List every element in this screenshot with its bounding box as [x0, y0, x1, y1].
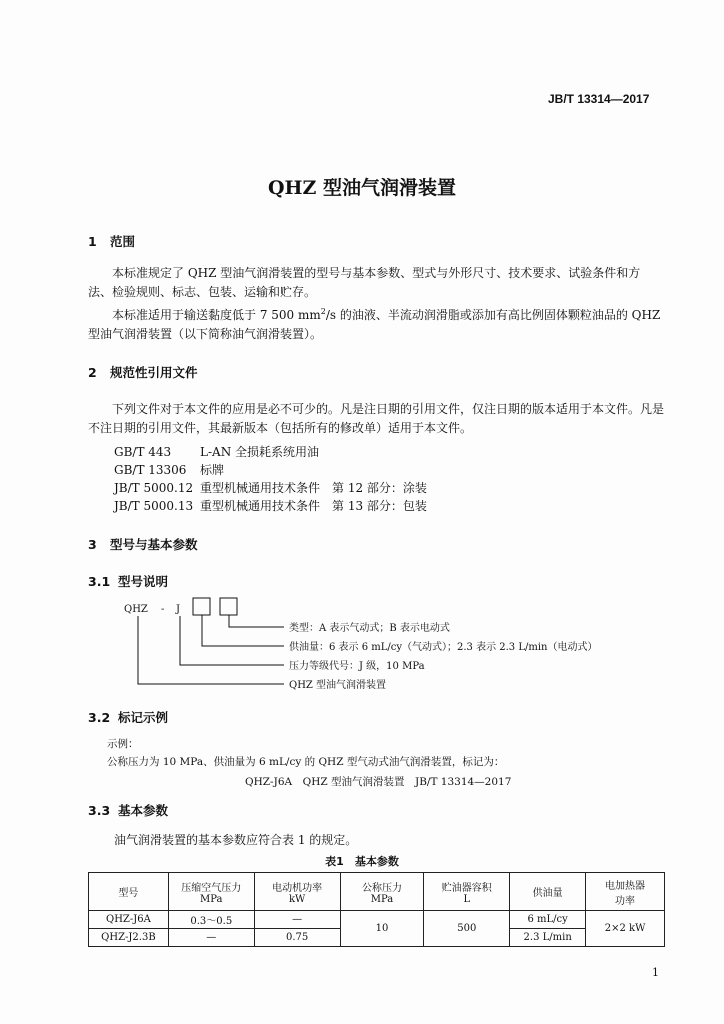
section-2-heading — [88, 363, 198, 381]
section-number: 3.2 — [88, 710, 111, 725]
section-title: 范围 — [110, 234, 136, 249]
label-model: QHZ 型油气润滑装置 — [289, 680, 387, 691]
reference-item — [114, 461, 224, 478]
header-cell — [424, 873, 510, 911]
reference-item — [114, 479, 427, 496]
reference-item — [114, 443, 319, 460]
placeholder-box-type — [220, 598, 237, 615]
p2-superscript: 2 — [320, 307, 326, 316]
section-number: 3.1 — [88, 574, 111, 589]
cell-model: QHZ-J2.3B — [89, 929, 169, 947]
p2-part-b: /s 的油液、半流动润滑脂或添加有高比例固体颗粒油品的 QHZ 型油气润滑装置（以下简称油气润滑装置）。 — [88, 308, 661, 341]
cell-motor-power: 0.75 — [254, 929, 340, 947]
table-caption: 表1 基本参数 — [325, 855, 399, 868]
reference-name: L-AN 全损耗系统用油 — [200, 445, 320, 459]
cell-air-pressure: — — [168, 929, 254, 947]
header-line-2: 功率 — [615, 895, 636, 907]
document-title: QHZ 型油气润滑装置 — [268, 177, 456, 199]
header-cell — [586, 873, 665, 911]
leader-line-type — [229, 615, 284, 627]
section-1-paragraph-2 — [88, 302, 664, 344]
cell-model: QHZ-J6A — [89, 911, 169, 929]
header-cell — [510, 873, 586, 911]
label-supply: 供油量：6 表示 6 mL/cy（气动式）；2.3 表示 2.3 L/min（电动式） — [289, 642, 598, 653]
diagram-prefix: QHZ — [124, 604, 148, 615]
standard-code: JB/T 13314—2017 — [548, 92, 650, 106]
example-text: 公称压力为 10 MPa、供油量为 6 mL/cy 的 QHZ 型气动式油气润滑装置，标记为： — [107, 756, 505, 768]
example-label: 示例： — [107, 738, 139, 750]
section-1-heading — [88, 232, 135, 250]
header-cell — [340, 873, 424, 911]
cell-oil-supply: 6 mL/cy — [510, 911, 586, 929]
reference-name: 标牌 — [200, 463, 225, 477]
section-title: 基本参数 — [118, 803, 169, 818]
header-line-1: 电加热器 — [605, 880, 646, 892]
basic-parameters-table — [88, 872, 665, 947]
section-title: 型号说明 — [118, 574, 169, 589]
section-title: 标记示例 — [118, 710, 169, 725]
reference-name: 重型机械通用技术条件 第 13 部分：包装 — [200, 499, 427, 513]
cell-reservoir-volume: 500 — [424, 911, 510, 947]
header-unit: MPa — [200, 893, 223, 905]
header-cell — [168, 873, 254, 911]
section-3-3-heading — [88, 801, 168, 819]
header-line-1: 电动机功率 — [272, 882, 323, 894]
reference-code: JB/T 5000.13 — [114, 499, 194, 513]
header-line-1: 贮油器容积 — [441, 882, 492, 894]
section-number: 3 — [88, 537, 97, 552]
leader-line-pressure — [180, 616, 284, 665]
table-header-row — [89, 873, 665, 911]
section-3-3-paragraph: 油气润滑装置的基本参数应符合表 1 的规定。 — [114, 833, 358, 847]
page-number: 1 — [652, 966, 659, 979]
cell-nominal-pressure: 10 — [340, 911, 424, 947]
section-1-paragraph-1: 本标准规定了 QHZ 型油气润滑装置的型号与基本参数、型式与外形尺寸、技术要求、试验条件和方法、检验规则、标志、包装、运输和贮存。 — [88, 266, 641, 299]
header-unit: kW — [288, 893, 306, 905]
section-3-1-heading — [88, 572, 168, 590]
diagram-j: J — [176, 604, 181, 615]
header-line-1: 压缩空气压力 — [181, 882, 242, 894]
diagram-dash: - — [161, 604, 165, 615]
reference-code: GB/T 13306 — [114, 463, 187, 477]
section-title: 型号与基本参数 — [110, 537, 198, 552]
reference-code: GB/T 443 — [114, 445, 172, 459]
cell-heater-power: 2×2 kW — [586, 911, 665, 947]
cell-oil-supply: 2.3 L/min — [510, 929, 586, 947]
table-row — [89, 911, 665, 929]
cell-motor-power: — — [254, 911, 340, 929]
header-line-1: 型号 — [118, 888, 139, 899]
label-type: 类型：A 表示气动式；B 表示电动式 — [289, 623, 450, 634]
header-cell — [89, 873, 169, 911]
header-cell — [254, 873, 340, 911]
reference-code: JB/T 5000.12 — [114, 481, 194, 495]
placeholder-box-supply — [193, 598, 210, 615]
section-2-paragraph-1: 下列文件对于本文件的应用是必不可少的。凡是注日期的引用文件，仅注日期的版本适用于本文件。凡是不注日期的引用文件，其最新版本（包括所有的修改单）适用于本文件。 — [88, 402, 665, 435]
header-unit: MPa — [370, 893, 394, 905]
leader-line-supply — [202, 615, 284, 646]
section-title: 规范性引用文件 — [110, 365, 198, 380]
model-designation-diagram — [0, 590, 724, 700]
example-marking: QHZ-J6A QHZ 型油气润滑装置 JB/T 13314—2017 — [245, 776, 512, 788]
header-line-1: 公称压力 — [361, 882, 402, 894]
section-number: 3.3 — [88, 803, 111, 818]
section-number: 1 — [88, 234, 97, 249]
header-unit: L — [463, 893, 471, 905]
header-line-1: 供油量 — [532, 888, 563, 899]
section-number: 2 — [88, 365, 97, 380]
leader-line-model — [138, 616, 284, 684]
reference-item — [114, 497, 427, 514]
reference-name: 重型机械通用技术条件 第 12 部分：涂装 — [200, 481, 427, 495]
p2-part-a: 本标准适用于输送黏度低于 7 500 mm — [112, 308, 321, 322]
cell-air-pressure: 0.3～0.5 — [168, 911, 254, 929]
label-pressure: 压力等级代号：J 级，10 MPa — [289, 661, 425, 672]
section-3-2-heading — [88, 708, 168, 726]
section-3-heading — [88, 535, 198, 553]
